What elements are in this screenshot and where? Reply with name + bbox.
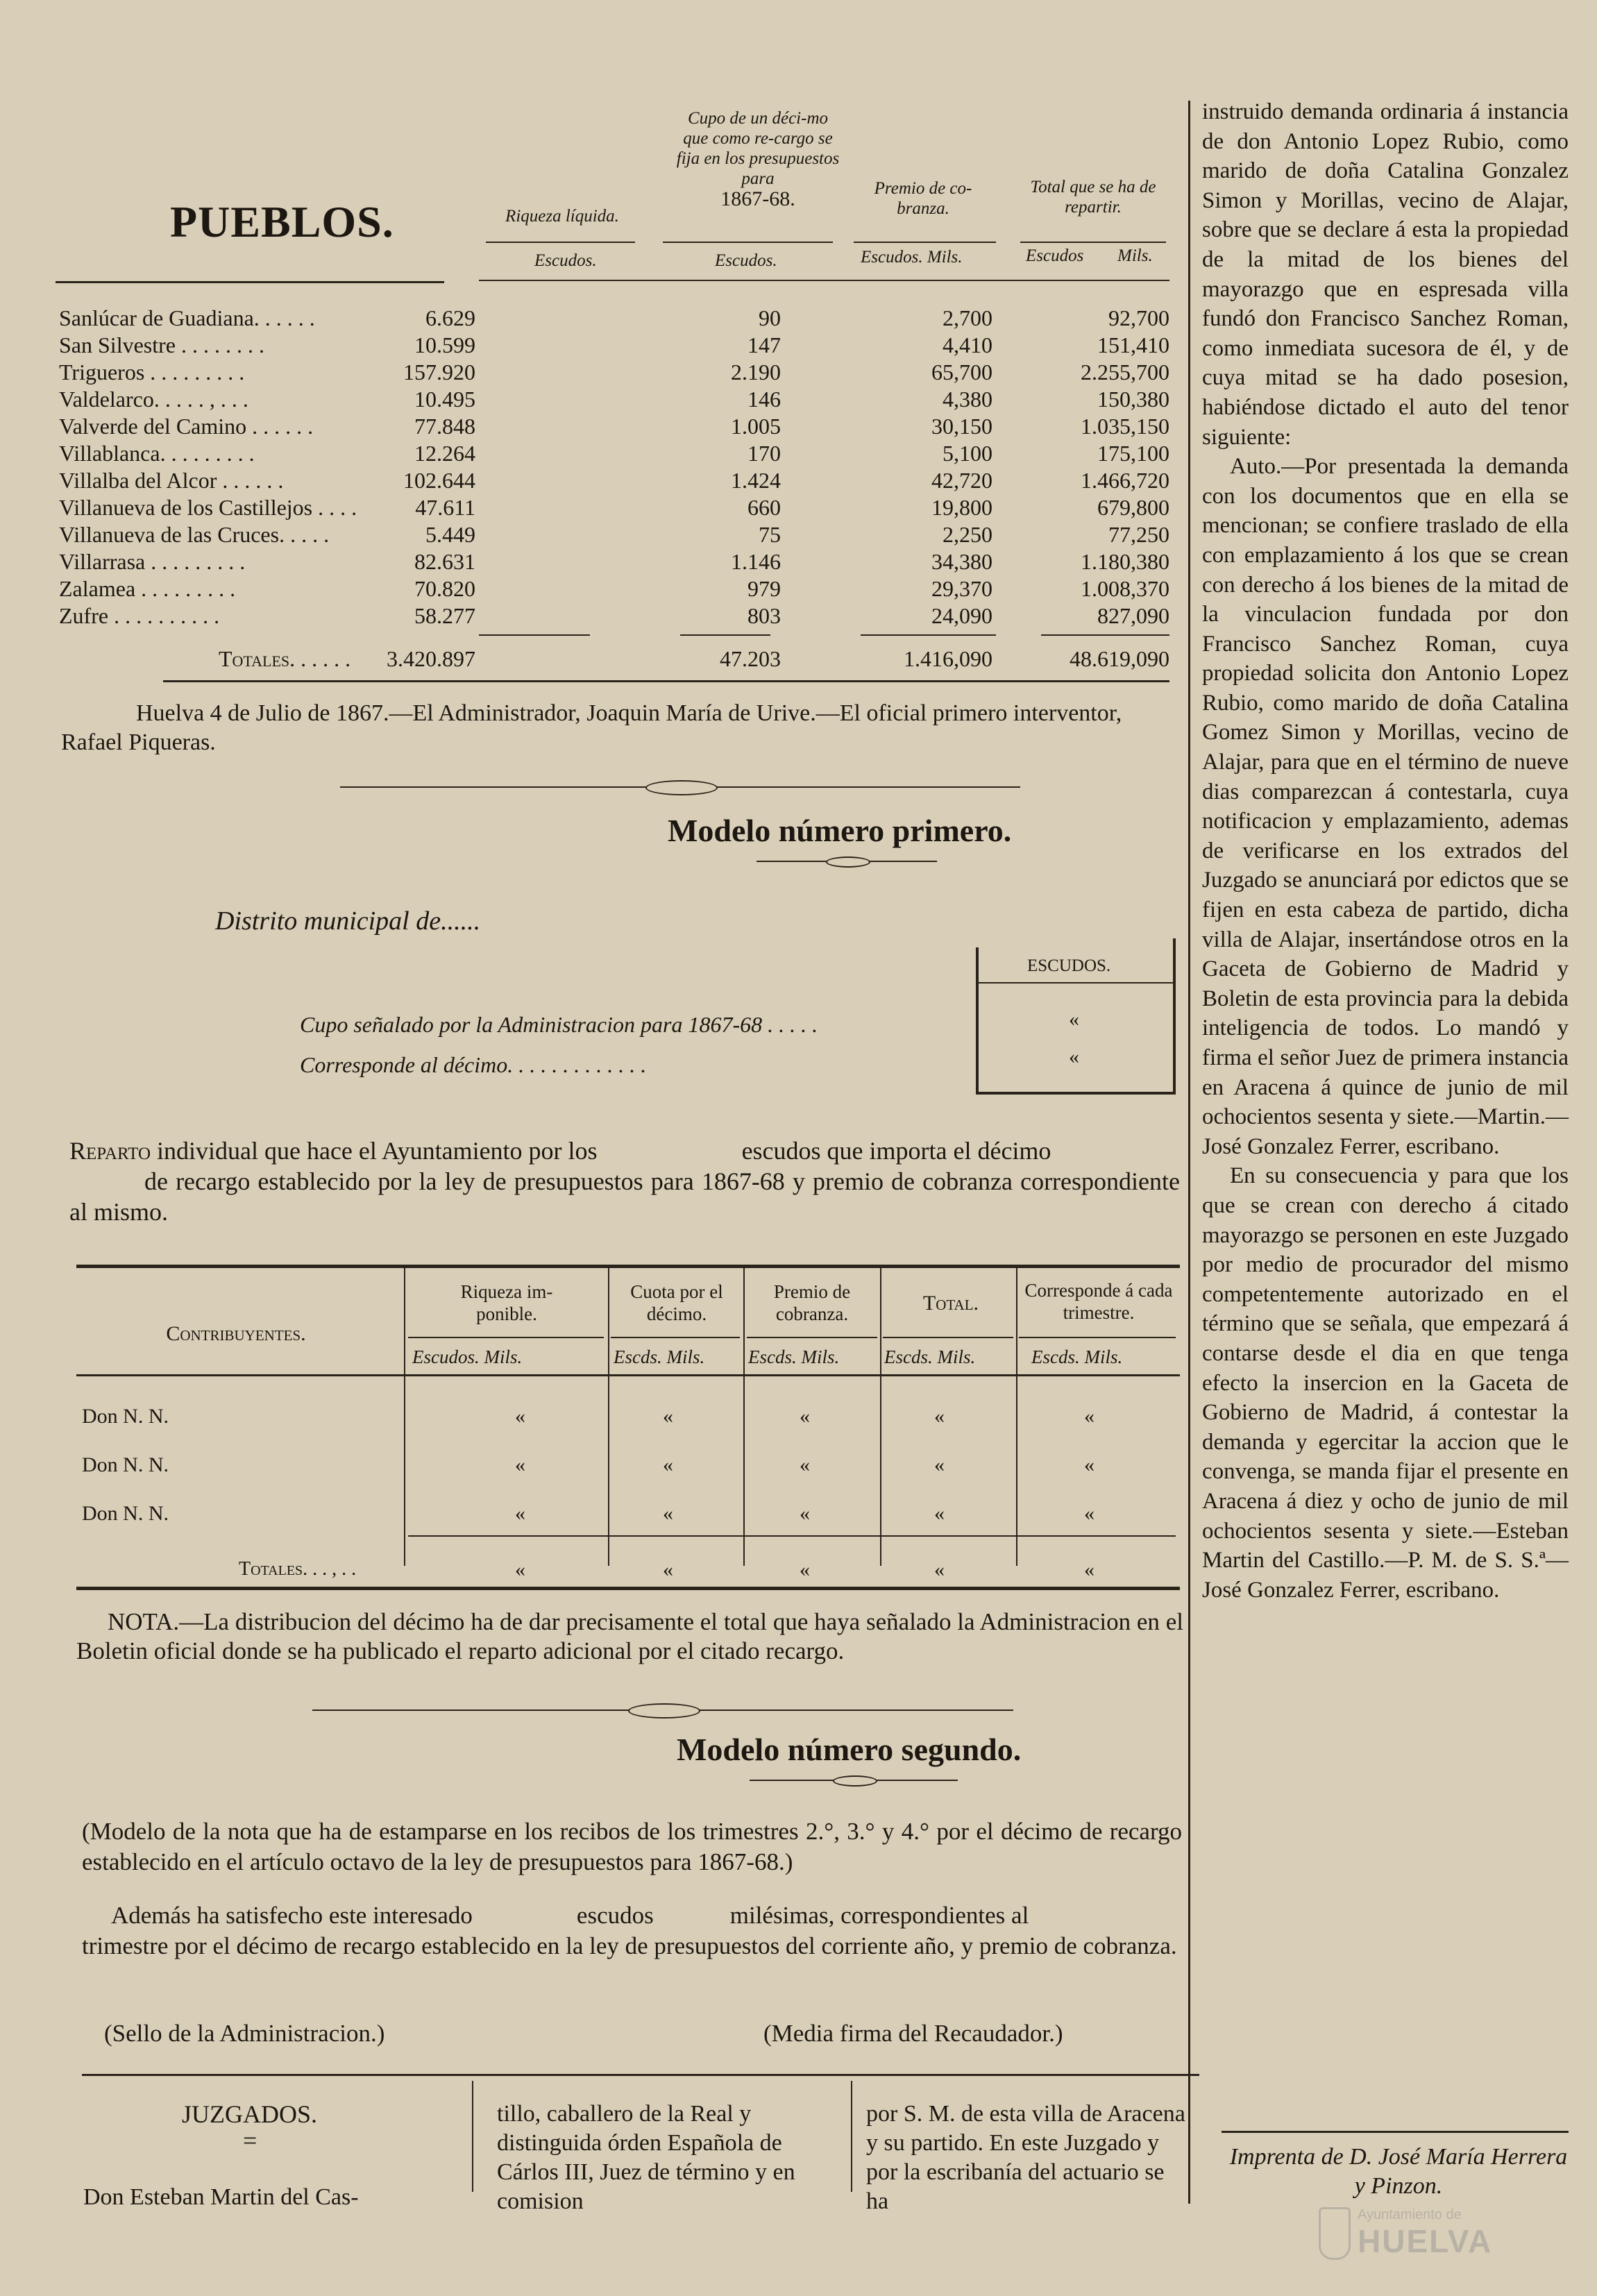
imprenta-rule — [1222, 2131, 1569, 2133]
pueblo-riqueza: 77.848 — [414, 414, 475, 439]
pueblo-premio: 29,370 — [931, 576, 992, 601]
contrib-total-mark: « — [800, 1558, 810, 1581]
decimo-value: « — [1069, 1045, 1079, 1068]
watermark-line2: HUELVA — [1358, 2223, 1493, 2259]
pueblo-row — [59, 576, 1169, 605]
contrib-header-contribuyentes: Contribuyentes. — [166, 1322, 306, 1345]
pueblo-name: Zufre . . . . . . . . . . — [59, 603, 220, 628]
header-premio: Premio de co-branza. — [874, 179, 972, 218]
ornament-divider-1 — [340, 780, 1020, 794]
header-rule-premio — [854, 242, 996, 243]
modelo2-text-c: milésimas, correspondientes al — [729, 1902, 1029, 1929]
totals-rule-premio — [861, 634, 996, 636]
pueblo-name: Valverde del Camino . . . . . . — [59, 414, 314, 439]
contrib-unit-rule-1 — [408, 1337, 604, 1338]
pueblo-row — [59, 549, 1169, 578]
reparto-text-b: escudos que importa el décimo — [741, 1137, 1051, 1165]
pueblo-row — [59, 603, 1169, 632]
pueblo-total: 151,410 — [1097, 332, 1169, 357]
pueblo-total: 175,100 — [1097, 441, 1169, 466]
pueblo-riqueza: 102.644 — [403, 468, 475, 493]
header-rule-cupo — [663, 242, 833, 243]
totals-label: Totales. . . . . . — [219, 646, 351, 671]
contrib-total-mark: « — [515, 1558, 525, 1581]
contrib-unit-trimestre: Escds. Mils. — [1031, 1347, 1123, 1367]
juzgados-col2: tillo, caballero de la Real y distinguida órden Española de Cárlos III, Juez de término y en comision — [497, 2101, 795, 2214]
contrib-col-line-4 — [880, 1267, 881, 1566]
pueblo-riqueza: 47.611 — [415, 495, 475, 520]
pueblo-premio: 42,720 — [931, 468, 992, 493]
contrib-cell-mark: « — [934, 1453, 945, 1476]
unit-riqueza: Escudos. — [534, 251, 597, 270]
modelo2-note: (Modelo de la nota que ha de estamparse en los recibos de los trimestres 2.°, 3.° y 4.° por el décimo de recargo establecido en el artículo octavo de la ley de presupuestos para 1867-68.) — [82, 1818, 1182, 1875]
table-top-rule — [56, 281, 444, 283]
pueblo-total: 2.255,700 — [1081, 360, 1169, 385]
contrib-col-line-5 — [1016, 1267, 1017, 1566]
escudos-box-bottom — [976, 1092, 1176, 1095]
contrib-col-line-3 — [743, 1267, 745, 1566]
reparto-lead: Reparto — [69, 1137, 151, 1165]
pueblo-cupo: 170 — [747, 441, 781, 466]
pueblo-cupo: 146 — [747, 387, 781, 412]
contrib-cell-mark: « — [800, 1502, 810, 1525]
totals-rule-total — [1041, 634, 1169, 636]
totals-rule-riqueza — [479, 634, 590, 636]
contrib-col-line-1 — [404, 1267, 405, 1566]
pueblo-riqueza: 10.599 — [414, 332, 475, 357]
pueblo-cupo: 660 — [747, 495, 781, 520]
contrib-header-cuota: Cuota por el décimo. — [630, 1281, 723, 1324]
contrib-totals-label: Totales. . . , . . — [239, 1558, 357, 1580]
pueblo-cupo: 75 — [759, 522, 781, 547]
watermark-line1: Ayuntamiento de — [1358, 2207, 1462, 2222]
contrib-bottom-rule — [76, 1587, 1180, 1590]
watermark-shield-icon — [1319, 2207, 1351, 2260]
contrib-row-name: Don N. N. — [82, 1453, 169, 1476]
pueblo-row — [59, 468, 1169, 497]
totals-total: 48.619,090 — [1070, 646, 1169, 671]
pueblo-premio: 65,700 — [931, 360, 992, 385]
modelo2-heading: Modelo número segundo. — [677, 1732, 1022, 1767]
distrito-line: Distrito municipal de...... — [215, 906, 481, 936]
pueblo-premio: 24,090 — [931, 603, 992, 628]
right-para-3: En su consecuencia y para que los que se crean con derecho á citado mayorazgo se personen en este Juzgado por medio de procurador del mismo competentemente autorizado en el término que se señala, que empezará á contarse desde el dia en que tenga efecto la insercion en la Gaceta de Gobierno de Madrid, á contestar la demanda y egercitar la accion que le convenga, se manda fijar el presente en Aracena á diez y ocho de junio de mil ochocientos sesenta y siete.—Esteban Martin del Castillo.—P. M. de S. S.ª—José Gonzalez Ferrer, escribano. — [1202, 1163, 1569, 1603]
header-cupo-year: 1867-68. — [720, 187, 795, 210]
header-cupo — [675, 108, 841, 210]
escudos-header: ESCUDOS. — [1027, 956, 1111, 975]
contrib-cell-mark: « — [663, 1453, 673, 1476]
pueblo-riqueza: 70.820 — [414, 576, 475, 601]
header-rule-total — [1020, 242, 1166, 243]
ornament-divider-3 — [312, 1703, 1013, 1717]
signature-paragraph: Huelva 4 de Julio de 1867.—El Administrador, Joaquin María de Urive.—El oficial primero interventor, Rafael Piqueras. — [61, 700, 1122, 755]
contrib-col-line-2 — [608, 1267, 609, 1566]
pueblo-name: Sanlúcar de Guadiana. . . . . . — [59, 305, 315, 330]
pueblo-row — [59, 522, 1169, 551]
contrib-unit-rule-4 — [883, 1337, 1013, 1338]
contrib-total-mark: « — [934, 1558, 945, 1581]
contrib-unit-total: Escds. Mils. — [884, 1347, 976, 1367]
pueblo-name: Villanueva de los Castillejos . . . . — [59, 495, 357, 520]
contrib-cell-mark: « — [934, 1502, 945, 1525]
totals-premio: 1.416,090 — [904, 646, 992, 671]
pueblo-riqueza: 10.495 — [414, 387, 475, 412]
pueblo-premio: 4,380 — [943, 387, 992, 412]
sello-label: (Sello de la Administracion.) — [104, 2020, 385, 2047]
pueblo-total: 1.035,150 — [1081, 414, 1169, 439]
imprenta-credit: Imprenta de D. José María Herrera y Pinzon. — [1229, 2144, 1568, 2199]
contrib-unit-rule-2 — [611, 1337, 740, 1338]
contrib-cell-mark: « — [515, 1502, 525, 1525]
juzgados-col-line-2 — [851, 2081, 852, 2192]
juzgados-sep: = — [243, 2127, 257, 2154]
totals-cupo: 47.203 — [720, 646, 781, 671]
pueblo-name: Villalba del Alcor . . . . . . — [59, 468, 284, 493]
pueblo-premio: 34,380 — [931, 549, 992, 574]
escudos-box-left — [976, 947, 979, 1093]
contrib-row-name: Don N. N. — [82, 1502, 169, 1525]
pueblo-premio: 4,410 — [943, 332, 992, 357]
pueblo-row — [59, 387, 1169, 416]
contrib-cell-mark: « — [663, 1502, 673, 1525]
escudos-box-header-rule — [979, 982, 1173, 984]
cupo-line: Cupo señalado por la Administracion para 1867-68 . . . . . — [300, 1012, 818, 1037]
pueblo-total: 92,700 — [1108, 305, 1169, 330]
nota-paragraph: NOTA.—La distribucion del décimo ha de dar precisamente el total que haya señalado la Administracion en el Boletin oficial donde se ha publicado el reparto adicional por el citado recargo. — [76, 1608, 1183, 1664]
pueblo-total: 1.180,380 — [1081, 549, 1169, 574]
totals-row — [59, 646, 1169, 675]
pueblo-cupo: 1.424 — [731, 468, 781, 493]
pueblo-row — [59, 495, 1169, 524]
right-column-divider — [1188, 101, 1190, 2204]
table-top-rule-right — [479, 280, 1169, 281]
contrib-unit-riqueza: Escudos. Mils. — [412, 1347, 523, 1367]
right-column-text — [1202, 97, 1569, 1605]
table-bottom-rule — [163, 680, 1169, 682]
pueblo-cupo: 147 — [747, 332, 781, 357]
modelo2-text-line1 — [82, 1900, 1182, 1931]
contrib-header-premio: Premio de cobranza. — [773, 1281, 851, 1324]
contrib-unit-rule-5 — [1019, 1337, 1176, 1338]
contrib-cell-mark: « — [515, 1453, 525, 1476]
contrib-cell-mark: « — [663, 1405, 673, 1428]
pueblo-riqueza: 157.920 — [403, 360, 475, 385]
contrib-cell-mark: « — [1084, 1453, 1095, 1476]
contrib-cell-mark: « — [800, 1453, 810, 1476]
pueblo-row — [59, 360, 1169, 389]
pueblo-total: 150,380 — [1097, 387, 1169, 412]
header-riqueza: Riqueza líquida. — [505, 207, 619, 226]
pueblo-total: 827,090 — [1097, 603, 1169, 628]
header-cupo-text: Cupo de un déci-mo que como re-cargo se fija en los presupuestos para — [676, 109, 840, 188]
contrib-cell-mark: « — [1084, 1405, 1095, 1428]
juzgados-col-line-1 — [472, 2081, 473, 2192]
unit-cupo: Escudos. — [715, 251, 777, 270]
pueblo-riqueza: 5.449 — [425, 522, 475, 547]
pueblo-cupo: 803 — [747, 603, 781, 628]
cupo-value: « — [1069, 1008, 1079, 1031]
contrib-unit-cuota: Escds. Mils. — [614, 1347, 705, 1367]
contrib-cell-mark: « — [800, 1405, 810, 1428]
pueblo-premio: 2,250 — [943, 522, 992, 547]
contrib-header-trimestre: Corresponde á cada trimestre. — [1024, 1280, 1173, 1323]
pueblo-total: 1.008,370 — [1081, 576, 1169, 601]
pueblo-cupo: 1.146 — [731, 549, 781, 574]
ornament-divider-2 — [757, 855, 937, 869]
contrib-total-mark: « — [663, 1558, 673, 1581]
totals-riqueza: 3.420.897 — [387, 646, 475, 671]
contrib-unit-rule-3 — [747, 1337, 877, 1338]
pueblo-cupo: 979 — [747, 576, 781, 601]
modelo2-text-a: Además ha satisfecho este interesado — [111, 1902, 473, 1929]
pueblo-row — [59, 332, 1169, 362]
contrib-header-riqueza: Riqueza im-ponible. — [460, 1281, 553, 1324]
contrib-total-mark: « — [1084, 1558, 1095, 1581]
pueblo-total: 1.466,720 — [1081, 468, 1169, 493]
pueblo-name: Trigueros . . . . . . . . . — [59, 360, 245, 385]
pueblo-premio: 30,150 — [931, 414, 992, 439]
pueblo-cupo: 2.190 — [731, 360, 781, 385]
pueblo-row — [59, 414, 1169, 443]
pueblo-riqueza: 12.264 — [414, 441, 475, 466]
pueblo-premio: 19,800 — [931, 495, 992, 520]
reparto-paragraph-cont: de recargo establecido por la ley de presupuestos para 1867-68 y premio de cobranza correspondiente al mismo. — [69, 1167, 1180, 1226]
pueblo-name: Valdelarco. . . . . , . . . — [59, 387, 248, 412]
contrib-cell-mark: « — [515, 1405, 525, 1428]
contrib-unit-premio: Escds. Mils. — [748, 1347, 840, 1367]
pueblo-name: Villablanca. . . . . . . . . — [59, 441, 255, 466]
pueblo-name: Villanueva de las Cruces. . . . . — [59, 522, 330, 547]
juzgados-col1: Don Esteban Martin del Cas- — [83, 2184, 359, 2210]
unit-total-mils: Mils. — [1117, 246, 1153, 265]
unit-premio: Escudos. Mils. — [861, 248, 963, 267]
contrib-row-name: Don N. N. — [82, 1405, 169, 1428]
pueblo-name: San Silvestre . . . . . . . . — [59, 332, 264, 357]
pueblo-premio: 5,100 — [943, 441, 992, 466]
totals-rule-cupo — [680, 634, 770, 636]
reparto-text-a: individual que hace el Ayuntamiento por los — [157, 1137, 598, 1165]
corresponde-line: Corresponde al décimo. . . . . . . . . . . . . — [300, 1052, 647, 1077]
firma-label: (Media firma del Recaudador.) — [763, 2020, 1063, 2047]
header-total: Total que se ha de repartir. — [1030, 178, 1156, 217]
juzgados-top-rule — [82, 2074, 1199, 2076]
unit-total-esc: Escudos — [1026, 246, 1084, 265]
juzgados-col3: por S. M. de esta villa de Aracena y su partido. En este Juzgado y por la escribanía del actuario se ha — [866, 2101, 1185, 2214]
contrib-header-total: Total. — [922, 1292, 979, 1315]
pueblo-row — [59, 305, 1169, 335]
pueblo-total: 77,250 — [1108, 522, 1169, 547]
header-rule-riqueza — [486, 242, 635, 243]
pueblo-cupo: 90 — [759, 305, 781, 330]
modelo2-text-cont: trimestre por el décimo de recargo establecido en la ley de presupuestos del corriente año, y premio de cobranza. — [82, 1932, 1177, 1959]
pueblo-premio: 2,700 — [943, 305, 992, 330]
contrib-cell-mark: « — [1084, 1502, 1095, 1525]
contrib-top-rule — [76, 1265, 1180, 1268]
contrib-header-rule — [76, 1374, 1180, 1376]
escudos-box-right — [1173, 938, 1176, 1095]
modelo2-text-b: escudos — [576, 1902, 654, 1929]
pueblo-total: 679,800 — [1097, 495, 1169, 520]
pueblo-riqueza: 82.631 — [414, 549, 475, 574]
contrib-sub-rule — [408, 1535, 1176, 1537]
right-para-1: instruido demanda ordinaria á instancia de don Antonio Lopez Rubio, como marido de doña Catalina Gonzalez Simon y Morillas, vecino de Alajar, sobre que se declare á esta la propiedad de la mitad de los bienes del mayorazgo que en espresada villa fundó don Francisco Sanchez Roman, como inmediata sucesora de él, y de cuya mitad se ha dado posesion, habiéndose dictado el auto del tenor siguiente: — [1202, 99, 1569, 450]
ornament-divider-4 — [750, 1774, 958, 1788]
pueblo-name: Villarrasa . . . . . . . . . — [59, 549, 246, 574]
reparto-paragraph — [69, 1136, 1180, 1166]
pueblo-cupo: 1.005 — [731, 414, 781, 439]
pueblo-riqueza: 6.629 — [425, 305, 475, 330]
right-para-2: Auto.—Por presentada la demanda con los documentos que en ella se mencionan; se confiere traslado de ella con emplazamiento á los que se crean con derecho á los bienes de la mitad de la vinculacion fundada por don Francisco Sanchez Roman, cuya propiedad solicita don Antonio Lopez Rubio, como marido de doña Catalina Gomez Simon y Morillas, vecino de Alajar, para que en el término de nueve dias comparezcan á contestarla, cuya notificacion y emplazamiento, ademas de verificarse en los extrados del Juzgado se anunciará por edictos que se fijen en esta cabeza de partido, dicha villa de Alajar, insertándose otros en la Gaceta de Gobierno de Madrid y Boletin de esta provincia para la debida inteligencia de todos. Lo mandó y firma el señor Juez de primera instancia en Aracena á quince de junio de mil ochocientos sesenta y siete.—Martin.—José Gonzalez Ferrer, escribano. — [1202, 454, 1569, 1159]
pueblos-title: PUEBLOS. — [170, 197, 394, 246]
contrib-cell-mark: « — [934, 1405, 945, 1428]
pueblo-row — [59, 441, 1169, 470]
modelo1-heading: Modelo número primero. — [668, 813, 1012, 848]
pueblo-name: Zalamea . . . . . . . . . — [59, 576, 236, 601]
juzgados-title: JUZGADOS. — [182, 2100, 318, 2128]
pueblo-riqueza: 58.277 — [414, 603, 475, 628]
